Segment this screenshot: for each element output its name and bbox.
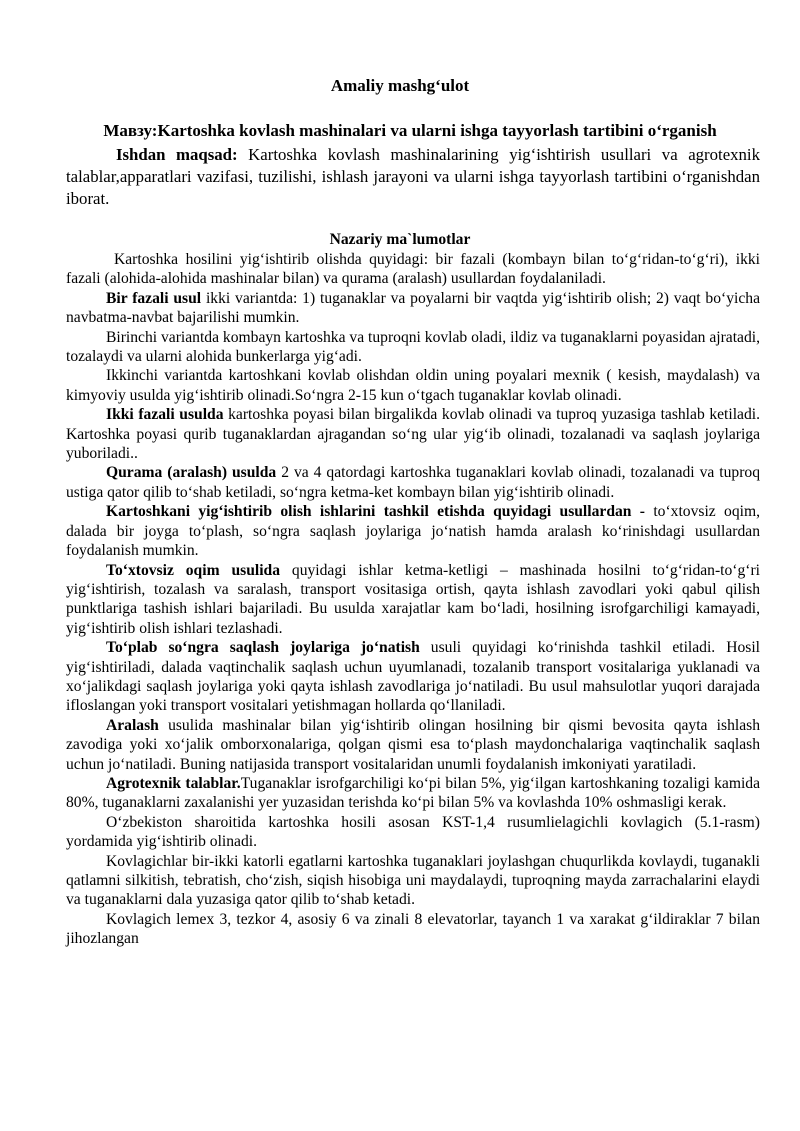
paragraph [66, 502, 760, 560]
goal-paragraph [66, 144, 760, 210]
paragraph [66, 813, 760, 852]
goal-label: Ishdan maqsad: [116, 145, 238, 164]
paragraph-text: Kovlagichlar bir-ikki katorli egatlarni kartoshka tuganaklari joylashgan chuqurlikda kovlaydi, tuganakli qatlamni silkitish, tebratish, cho‘zish, siqish hisobiga uni maydalaydi, tuproqning mayda zarrachalarini elaydi va tuganaklarni dala yuzasiga qator qilib to‘shab ketadi. [66, 852, 760, 909]
paragraph-lead: Aralash [106, 716, 159, 734]
paragraph [66, 716, 760, 774]
paragraph-text: kartoshka poyasi bilan birgalikda kovlab olinadi va tuproq yuzasiga tashlab ketiladi. Kartoshka poyasi qurib tuganaklardan ajragandan so‘ng ular yig‘ib olinadi, tozalanadi va saqlash joylariga yuboriladi.. [66, 406, 760, 463]
paragraph-text: usulida mashinalar bilan yig‘ishtirib olingan hosilning bir qismi bevosita qayta ishlash zavodiga yoki xo‘jalik omborxonalariga, qolgan qismi esa to‘plash maydonchalariga vaqtinchalik saqlash uchun jo‘natiladi. Buning natijasida transport vositalaridan unumli foydalanish imkoniyati yaratiladi. [66, 716, 760, 773]
paragraph-text: quyidagi ishlar ketma-ketligi – mashinada hosilni to‘g‘ridan-to‘g‘ri yig‘ishtirish, tozalash va saralash, transport vositasiga ortish, qayta ishlash zavodlari yoki qabul qilish punktlariga tashish ishlari bajariladi. Bu usulda xarajatlar kam bo‘ladi, hosilning isrofgarchiligi kamayadi, yig‘ishtirib olish ishlari tezlashadi. [66, 561, 760, 637]
paragraph-text: ikki variantda: 1) tuganaklar va poyalarni bir vaqtda yig‘ishtirib olish; 2) vaqt bo‘yicha navbatma-navbat bajarilishi mumkin. [66, 289, 760, 327]
paragraph-text: Kartoshka hosilini yig‘ishtirib olishda quyidagi: bir fazali (kombayn bilan to‘g‘ridan-to‘g‘ri), ikki fazali (alohida-alohida mashinalar bilan) va qurama (aralash) usullardan foydalaniladi. [66, 251, 760, 288]
paragraph-lead: Qurama (aralash) usulda [106, 464, 277, 482]
paragraph-text: Kovlagich lemex 3, tezkor 4, asosiy 6 va zinali 8 elevatorlar, tayanch 1 va xarakat g‘ildiraklar 7 bilan jihozlangan [66, 910, 760, 948]
paragraph [66, 638, 760, 716]
paragraph [66, 405, 760, 463]
paragraph [66, 463, 760, 502]
goal-text: Kartoshka kovlash mashinalarining yig‘ishtirish usullari va agrotexnik talablar,apparatlari vazifasi, tuzilishi, ishlash jarayoni va ularni ishga tayyorlash tartibini o‘rganishdan iborat. [66, 145, 760, 208]
paragraph-lead: To‘plab so‘ngra saqlash joylariga jo‘natish [106, 639, 420, 657]
paragraph [66, 366, 760, 405]
body-text [66, 250, 760, 949]
paragraph [66, 774, 760, 813]
paragraph-lead: Ikki fazali usulda [106, 406, 224, 424]
topic-heading: Мавзу:Kartoshka kovlash mashinalari va ularni ishga tayyorlash tartibini o‘rganish [103, 121, 717, 140]
paragraph-lead: Agrotexnik talablar. [106, 774, 241, 792]
paragraph-text: Birinchi variantda kombayn kartoshka va tuproqni kovlab oladi, ildiz va tuganaklarni poyasidan ajratadi, tozalaydi va ularni alohida bunkerlarga yig‘adi. [66, 328, 760, 366]
paragraph-text: O‘zbekiston sharoitida kartoshka hosili asosan KST-1,4 rusumlielagichli kovlagich (5.1-rasm) yordamida yig‘ishtirib olinadi. [66, 813, 760, 851]
paragraph-text: usuli quyidagi ko‘rinishda tashkil etiladi. Hosil yig‘ishtiriladi, dalada vaqtinchalik saqlash uchun uyumlanadi, tozalanib transport vositalariga yuklanadi va xo‘jalikdagi saqlash joylariga yoki qayta ishlash zavodlariga jo‘natiladi. Bu usul mahsulotlar yuqori darajada ifloslangan yoki transport vositalari yetishmagan hollarda qo‘llaniladi. [66, 639, 760, 715]
paragraph-lead: Kartoshkani yig‘ishtirib olish ishlarini tashkil etishda quyidagi usullardan - [106, 503, 645, 521]
paragraph-text: Tuganaklar isrofgarchiligi ko‘pi bilan 5%, yig‘ilgan kartoshkaning tozaligi kamida 80%, tuganaklarni zaxalanishi yer yuzasidan terishda ko‘pi bilan 5% va kovlashda 10% oshmasligi kerak. [66, 774, 760, 812]
paragraph [66, 328, 760, 367]
paragraph [66, 561, 760, 639]
paragraph-lead: Bir fazali usul [106, 289, 202, 307]
document-title: Amaliy mashg‘ulot [330, 76, 470, 95]
paragraph [66, 289, 760, 328]
paragraph [66, 852, 760, 910]
section-heading: Nazariy ma`lumotlar [329, 231, 471, 248]
paragraph-text: 2 va 4 qatordagi kartoshka tuganaklari kovlab olinadi, tozalanadi va tuproq ustiga qator qilib to‘shab ketiladi, so‘ngra ketma-ket kombayn bilan yig‘ishtirib olinadi. [66, 464, 760, 501]
paragraph [66, 910, 760, 949]
paragraph [66, 250, 760, 289]
paragraph-text: to‘xtovsiz oqim, dalada bir joyga to‘plash, so‘ngra saqlash joylariga jo‘natish hamda aralash ko‘rinishdagi usullardan foydalanish mumkin. [66, 503, 760, 560]
paragraph-text: Ikkinchi variantda kartoshkani kovlab olishdan oldin uning poyalari mexnik ( kesish, maydalash) va kimyoviy usulda yig‘ishtirib olinadi.So‘ngra 2-15 kun o‘tgach tuganaklar kovlab olinadi. [66, 367, 760, 404]
paragraph-lead: To‘xtovsiz oqim usulida [106, 561, 281, 579]
